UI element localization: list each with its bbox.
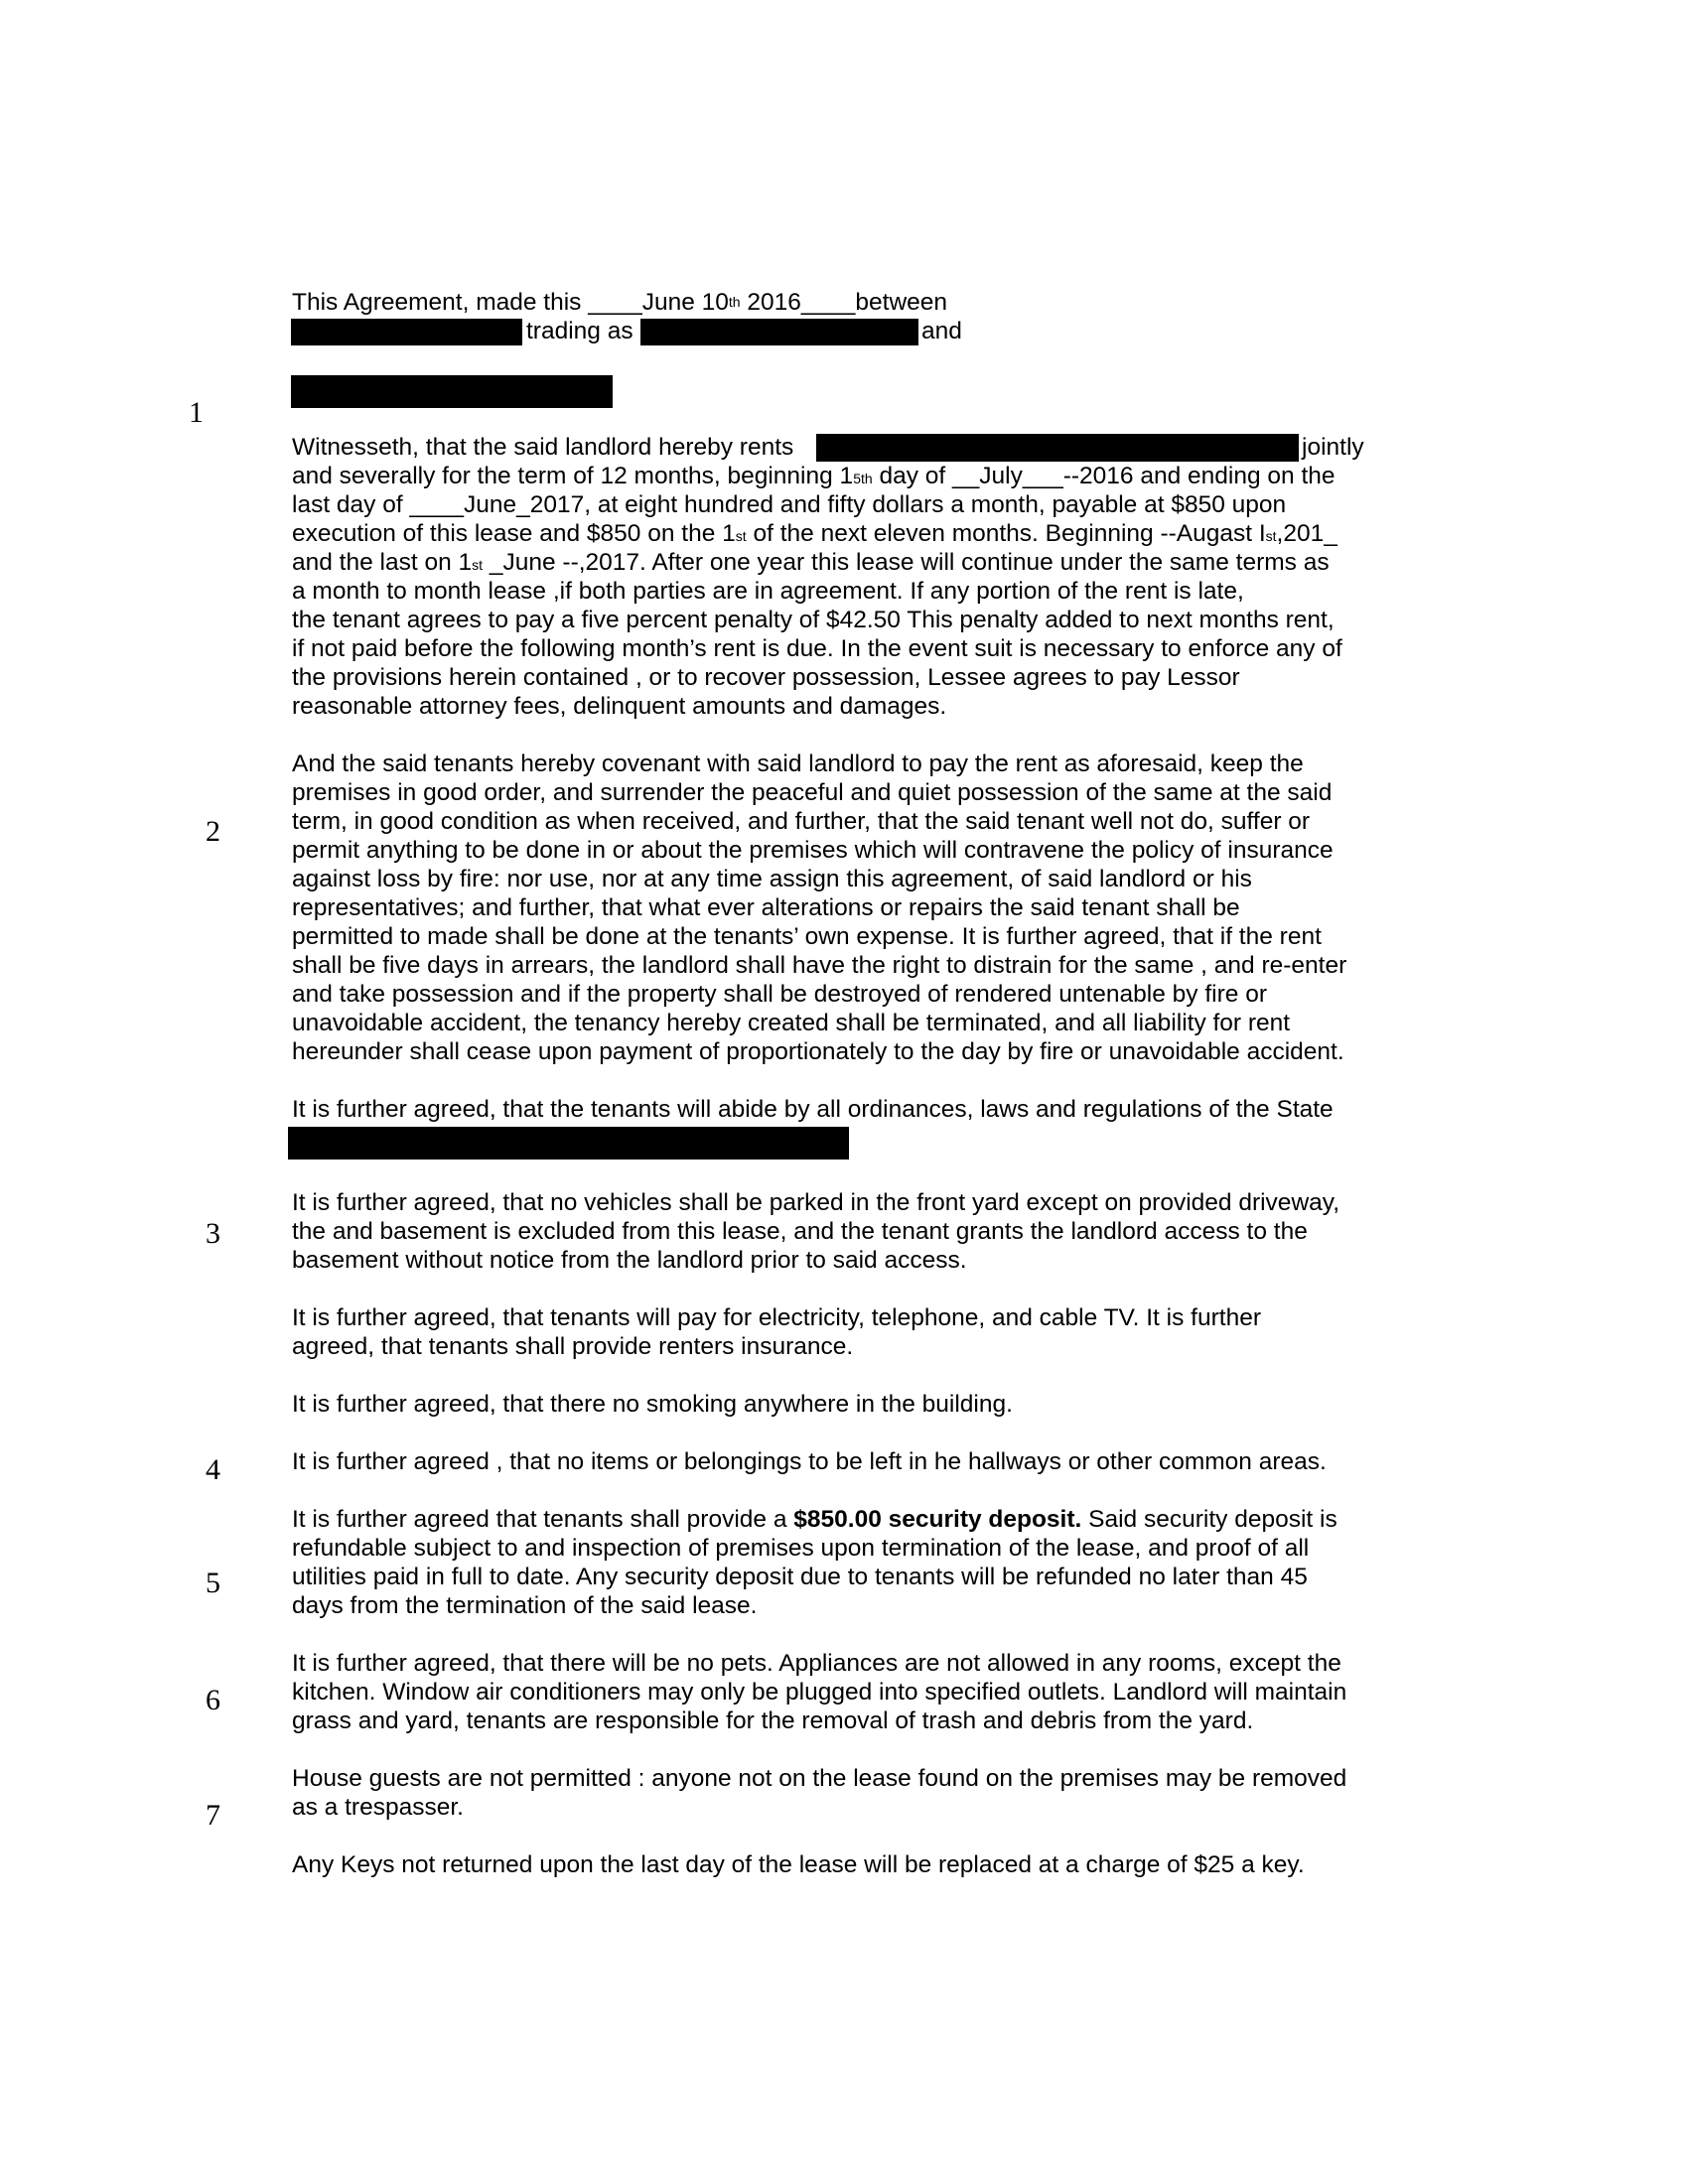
paragraph-line: jointly [1302,434,1364,461]
paragraph-line: last day of ____June_2017, at eight hundred and fifty dollars a month, payable at $850 upon [292,491,1287,518]
paragraph-line: and the last on 1st _June --,2017. After one year this lease will continue under the same terms as [292,549,1330,576]
paragraph-line: It is further agreed, that the tenants will abide by all ordinances, laws and regulations of the State [292,1096,1334,1123]
paragraph-line: term, in good condition as when received, and further, that the said tenant well not do, suffer or [292,808,1311,835]
section-number: 4 [206,1453,220,1486]
paragraph-line: It is further agreed, that tenants will pay for electricity, telephone, and cable TV. It is further [292,1304,1261,1331]
paragraph-line: Witnesseth, that the said landlord hereby rents [292,434,794,461]
paragraph-line: agreed, that tenants shall provide renters insurance. [292,1333,854,1360]
date-suffix: th [728,294,741,310]
paragraph-line: unavoidable accident, the tenancy hereby created shall be terminated, and all liability for rent [292,1010,1291,1036]
redaction-property-address [816,434,1299,462]
paragraph-line: utilities paid in full to date. Any security deposit due to tenants will be refunded no later than 45 [292,1564,1308,1590]
paragraph-line: It is further agreed, that there will be no pets. Appliances are not allowed in any rooms, except the [292,1650,1341,1677]
paragraph-line: and take possession and if the property shall be destroyed of rendered untenable by fire or [292,981,1267,1008]
paragraph-line: and severally for the term of 12 months, beginning 15th day of __July___--2016 and ending on the [292,463,1336,489]
paragraph-line: refundable subject to and inspection of premises upon termination of the lease, and proof of all [292,1535,1310,1562]
redaction-business-name [640,319,918,345]
section-number: 2 [206,815,220,848]
paragraph-line: It is further agreed, that no vehicles shall be parked in the front yard except on provided driveway, [292,1189,1339,1216]
paragraph-line: representatives; and further, that what ever alterations or repairs the said tenant shall be [292,894,1240,921]
paragraph-line: permit anything to be done in or about the premises which will contravene the policy of insurance [292,837,1334,864]
paragraph-line: permitted to made shall be done at the tenants’ own expense. It is further agreed, that if the rent [292,923,1322,950]
paragraph-line: premises in good order, and surrender the peaceful and quiet possession of the same at the said [292,779,1333,806]
agreement-date-text: This Agreement, made this ____June 10 [292,289,729,316]
section-number: 6 [206,1684,220,1716]
paragraph-line: as a trespasser. [292,1794,464,1821]
paragraph-line: against loss by fire: nor use, nor at any time assign this agreement, of said landlord or his [292,866,1252,892]
paragraph-line: shall be five days in arrears, the landlord shall have the right to distrain for the same , and re-enter [292,952,1347,979]
paragraph-line: reasonable attorney fees, delinquent amounts and damages. [292,693,947,720]
paragraph-line: days from the termination of the said lease. [292,1592,758,1619]
and-text: and [921,318,962,344]
paragraph-line: the and basement is excluded from this lease, and the tenant grants the landlord access to the [292,1218,1308,1245]
agreement-between-text: 2016____between [740,289,948,316]
paragraph-line: the provisions herein contained , or to recover possession, Lessee agrees to pay Lessor [292,664,1240,691]
paragraph-line: basement without notice from the landlord prior to said access. [292,1247,967,1274]
security-deposit-amount: $850.00 security deposit. [793,1506,1082,1533]
paragraph-line: if not paid before the following month’s rent is due. In the event suit is necessary to enforce any of [292,635,1342,662]
paragraph-line: kitchen. Window air conditioners may only be plugged into specified outlets. Landlord will maintain [292,1679,1347,1706]
paragraph-line: the tenant agrees to pay a five percent penalty of $42.50 This penalty added to next months rent, [292,607,1335,633]
redaction-tenant-name [291,375,613,408]
paragraph-line: House guests are not permitted : anyone not on the lease found on the premises may be removed [292,1765,1347,1792]
section-number: 5 [206,1567,220,1599]
paragraph-line: execution of this lease and $850 on the 1st of the next eleven months. Beginning --Augast Ist,201_ [292,520,1337,547]
section-number: 1 [189,396,204,429]
paragraph-line: It is further agreed that tenants shall provide a $850.00 security deposit. Said security deposit is [292,1506,1337,1533]
trading-as-text: trading as [526,318,633,344]
paragraph-line: It is further agreed , that no items or belongings to be left in he hallways or other common areas. [292,1448,1327,1475]
section-number: 7 [206,1799,220,1832]
redaction-landlord-name [291,319,522,345]
agreement-date-line [292,288,947,317]
paragraph-line: hereunder shall cease upon payment of proportionately to the day by fire or unavoidable accident. [292,1038,1344,1065]
paragraph-line: grass and yard, tenants are responsible for the removal of trash and debris from the yard. [292,1707,1254,1734]
paragraph-line: It is further agreed, that there no smoking anywhere in the building. [292,1391,1013,1418]
paragraph-line: a month to month lease ,if both parties are in agreement. If any portion of the rent is late, [292,578,1244,605]
redaction-state-name [288,1127,849,1160]
paragraph-line: Any Keys not returned upon the last day of the lease will be replaced at a charge of $25 a key. [292,1851,1305,1878]
paragraph-line: And the said tenants hereby covenant with said landlord to pay the rent as aforesaid, keep the [292,751,1304,777]
section-number: 3 [206,1217,220,1250]
